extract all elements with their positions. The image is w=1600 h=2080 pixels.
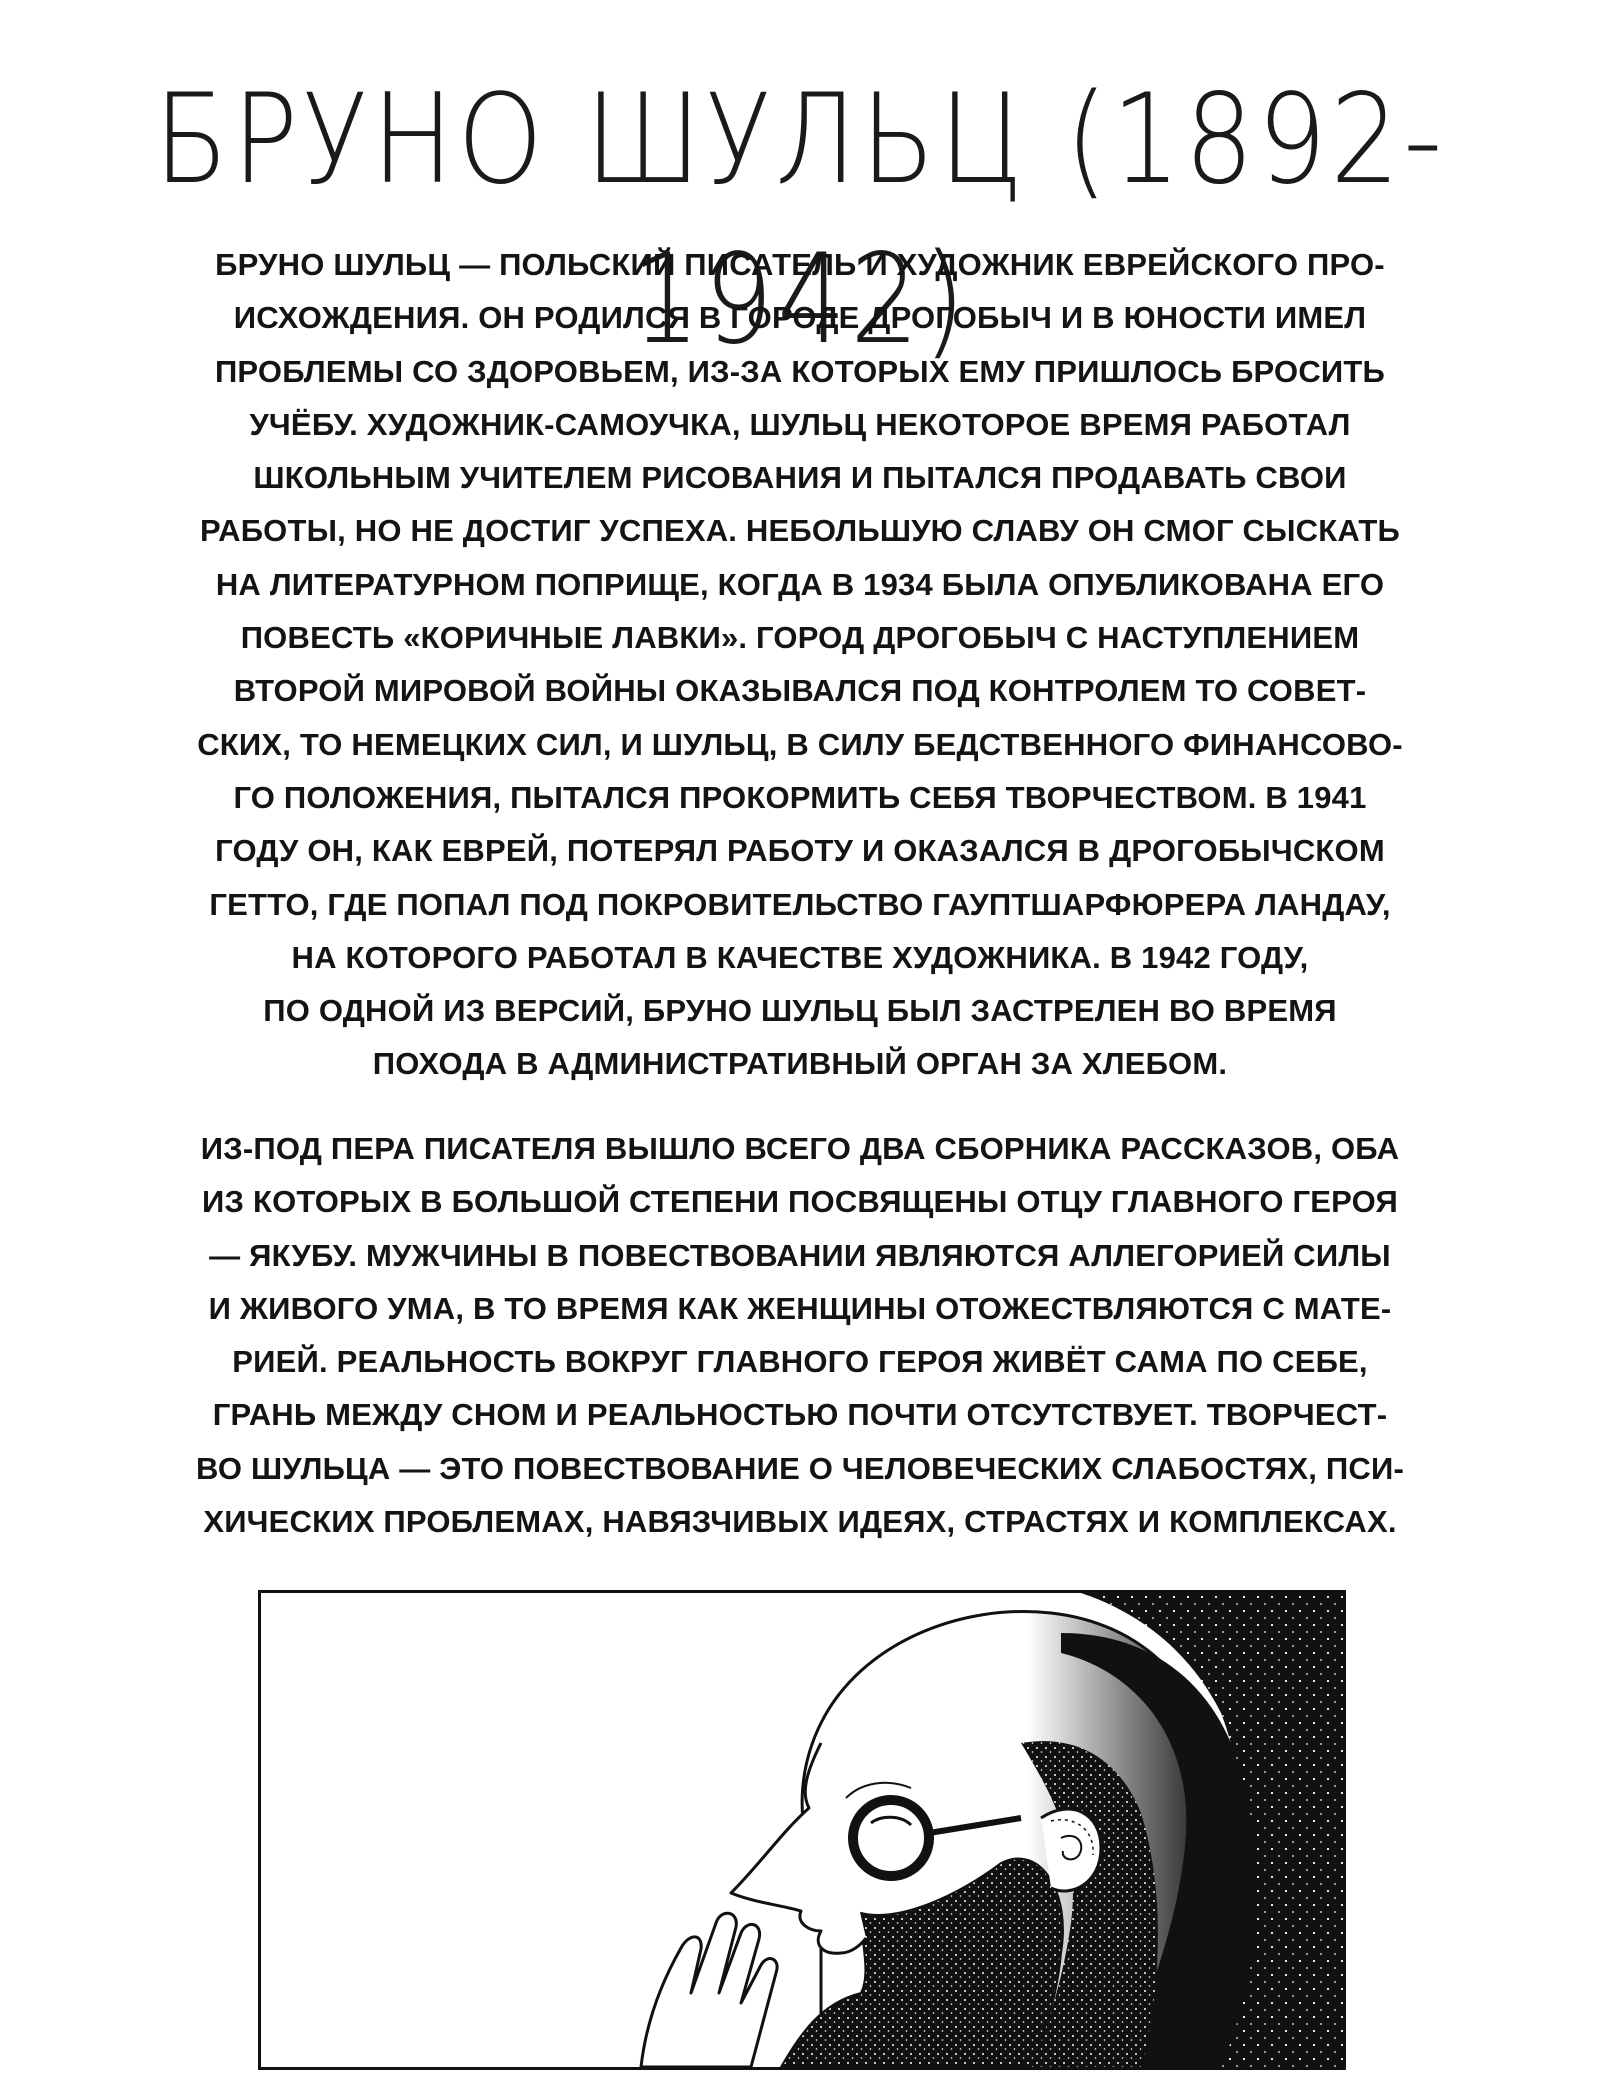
text-line: РИЕЙ. РЕАЛЬНОСТЬ ВОКРУГ ГЛАВНОГО ГЕРОЯ ЖИВЁТ САМА ПО СЕБЕ,: [232, 1344, 1368, 1380]
text-line: ИЗ-ПОД ПЕРА ПИСАТЕЛЯ ВЫШЛО ВСЕГО ДВА СБОРНИКА РАССКАЗОВ, ОБА: [200, 1131, 1400, 1166]
text-line: ГОДУ ОН, КАК ЕВРЕЙ, ПОТЕРЯЛ РАБОТУ И ОКАЗАЛСЯ В ДРОГОБЫЧСКОМ: [215, 833, 1385, 869]
text-line: ПРОБЛЕМЫ СО ЗДОРОВЬЕМ, ИЗ-ЗА КОТОРЫХ ЕМУ ПРИШЛОСЬ БРОСИТЬ: [214, 353, 1386, 389]
text-line: ГО ПОЛОЖЕНИЯ, ПЫТАЛСЯ ПРОКОРМИТЬ СЕБЯ ТВОРЧЕСТВОМ. В 1941: [233, 779, 1367, 815]
biography-paragraph: [150, 238, 1450, 1091]
text-line: ПОХОДА В АДМИНИСТРАТИВНЫЙ ОРГАН ЗА ХЛЕБОМ.: [372, 1046, 1228, 1082]
text-line: НА КОТОРОГО РАБОТАЛ В КАЧЕСТВЕ ХУДОЖНИКА. В 1942 ГОДУ,: [291, 939, 1309, 975]
text-line: ВО ШУЛЬЦА — ЭТО ПОВЕСТВОВАНИЕ О ЧЕЛОВЕЧЕСКИХ СЛАБОСТЯХ, ПСИ-: [196, 1450, 1404, 1486]
text-line: СКИХ, ТО НЕМЕЦКИХ СИЛ, И ШУЛЬЦ, В СИЛУ БЕДСТВЕННОГО ФИНАНСОВО-: [197, 726, 1403, 762]
text-line: — ЯКУБУ. МУЖЧИНЫ В ПОВЕСТВОВАНИИ ЯВЛЯЮТСЯ АЛЛЕГОРИЕЙ СИЛЫ: [209, 1237, 1391, 1273]
text-line: ИСХОЖДЕНИЯ. ОН РОДИЛСЯ В ГОРОДЕ ДРОГОБЫЧ И В ЮНОСТИ ИМЕЛ: [233, 300, 1367, 336]
text-line: НА ЛИТЕРАТУРНОМ ПОПРИЩЕ, КОГДА В 1934 БЫЛА ОПУБЛИКОВАНА ЕГО: [215, 566, 1385, 602]
text-line: БРУНО ШУЛЬЦ — ПОЛЬСКИЙ ПИСАТЕЛЬ И ХУДОЖНИК ЕВРЕЙСКОГО ПРО-: [215, 247, 1385, 282]
portrait-illustration-icon: [261, 1593, 1343, 2067]
text-line: И ЖИВОГО УМА, В ТО ВРЕМЯ КАК ЖЕНЩИНЫ ОТОЖЕСТВЛЯЮТСЯ С МАТЕ-: [208, 1290, 1392, 1326]
text-line: ГРАНЬ МЕЖДУ СНОМ И РЕАЛЬНОСТЬЮ ПОЧТИ ОТСУТСТВУЕТ. ТВОРЧЕСТ-: [212, 1397, 1388, 1433]
text-line: ХИЧЕСКИХ ПРОБЛЕМАХ, НАВЯЗЧИВЫХ ИДЕЯХ, СТРАСТЯХ И КОМПЛЕКСАХ.: [203, 1504, 1397, 1540]
works-paragraph: [150, 1122, 1450, 1548]
illustration-panel: [258, 1590, 1346, 2070]
page-title: БРУНО ШУЛЬЦ (1892-1942): [153, 68, 1447, 372]
text-line: ШКОЛЬНЫМ УЧИТЕЛЕМ РИСОВАНИЯ И ПЫТАЛСЯ ПРОДАВАТЬ СВОИ: [253, 460, 1347, 496]
text-line: ИЗ КОТОРЫХ В БОЛЬШОЙ СТЕПЕНИ ПОСВЯЩЕНЫ ОТЦУ ГЛАВНОГО ГЕРОЯ: [202, 1184, 1398, 1220]
text-line: ГЕТТО, ГДЕ ПОПАЛ ПОД ПОКРОВИТЕЛЬСТВО ГАУПТШАРФЮРЕРА ЛАНДАУ,: [209, 886, 1391, 922]
text-line: УЧЁБУ. ХУДОЖНИК-САМОУЧКА, ШУЛЬЦ НЕКОТОРОЕ ВРЕМЯ РАБОТАЛ: [249, 406, 1351, 442]
text-line: ПО ОДНОЙ ИЗ ВЕРСИЙ, БРУНО ШУЛЬЦ БЫЛ ЗАСТРЕЛЕН ВО ВРЕМЯ: [263, 993, 1337, 1029]
text-line: ВТОРОЙ МИРОВОЙ ВОЙНЫ ОКАЗЫВАЛСЯ ПОД КОНТРОЛЕМ ТО СОВЕТ-: [233, 673, 1367, 709]
text-line: ПОВЕСТЬ «КОРИЧНЫЕ ЛАВКИ». ГОРОД ДРОГОБЫЧ С НАСТУПЛЕНИЕМ: [240, 620, 1360, 656]
text-line: РАБОТЫ, НО НЕ ДОСТИГ УСПЕХА. НЕБОЛЬШУЮ СЛАВУ ОН СМОГ СЫСКАТЬ: [199, 513, 1401, 549]
